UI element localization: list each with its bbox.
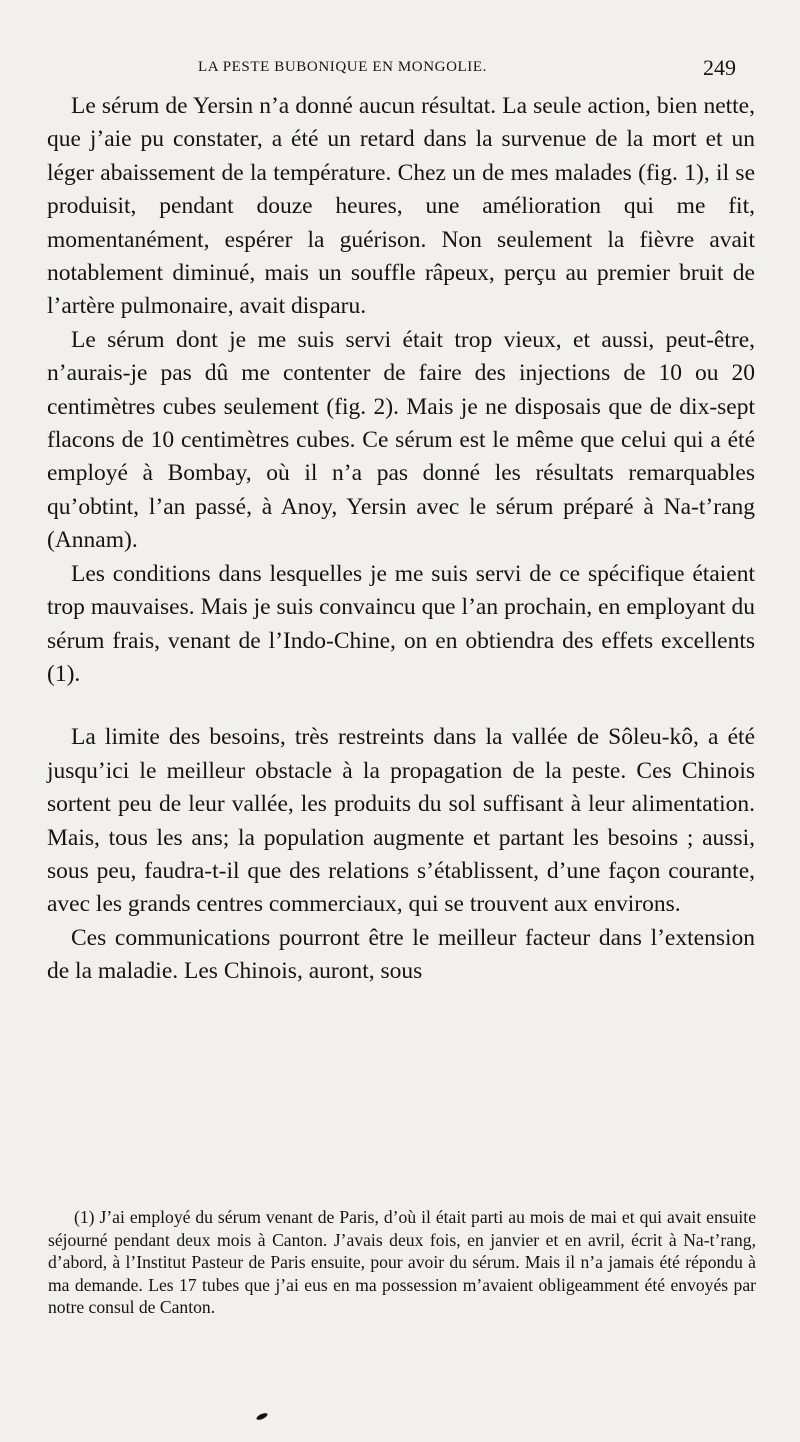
- page-header: [0, 55, 800, 85]
- body-text: [47, 90, 755, 989]
- paragraph: Le sérum dont je me suis servi était trop vieux, et aussi, peut-être, n’aurais-je pas dû me contenter de faire des injections de 10 ou 20 centimètres cubes seulement (fig. 2). Mais je ne disposais que de dix-sept flacons de 10 centimètres cubes. Ce sérum est le même que celui qui a été employé à Bombay, où il n’a pas donné les résultats remarquables qu’obtint, l’an passé, à Anoy, Yersin avec le sérum préparé à Na-t’rang (Annam).: [47, 326, 755, 554]
- paragraph: La limite des besoins, très restreints dans la vallée de Sôleu-kô, a été jusqu’ici le meilleur obstacle à la propagation de la peste. Ces Chinois sortent peu de leur vallée, les produits du sol suffisant à leur alimentation. Mais, tous les ans; la population augmente et partant les besoins ; aussi, sous peu, faudra-t-il que des relations s’établissent, d’une façon courante, avec les grands centres commerciaux, qui se trouvent aux environs.: [47, 724, 755, 918]
- paragraph: Les conditions dans lesquelles je me suis servi de ce spécifique étaient trop mauvaises. Mais je suis convaincu que l’an prochain, en employant du sérum frais, venant de l’Indo-Chine, on en obtiendra des effets excellents (1).: [47, 560, 755, 687]
- running-title: LA PESTE BUBONIQUE EN MONGOLIE.: [198, 59, 488, 75]
- page-number: 249: [703, 55, 736, 80]
- ink-smudge: [256, 1412, 269, 1422]
- paragraph: Le sérum de Yersin n’a donné aucun résultat. La seule action, bien nette, que j’aie pu constater, a été un retard dans la survenue de la mort et un léger abaissement de la température. Chez un de mes malades (fig. 1), il se produisit, pendant douze heures, une amélioration qui me fit, momentanément, espérer la guérison. Non seulement la fièvre avait notablement diminué, mais un souffle râpeux, perçu au premier bruit de l’artère pulmonaire, avait disparu.: [47, 93, 755, 320]
- footnote: (1) J’ai employé du sérum venant de Paris, d’où il était parti au mois de mai et qui avait ensuite séjourné pendant deux mois à Canton. J’avais deux fois, en janvier et en avril, écrit à Na-t’rang, d’abord, à l’Institut Pasteur de Paris ensuite, pour avoir du sérum. Mais il n’a jamais été répondu à ma demande. Les 17 tubes que j’ai eus en ma possession m’avaient obligeamment été envoyés par notre consul de Canton.: [48, 1207, 756, 1318]
- paragraph: Ces communications pourront être le meilleur facteur dans l’extension de la maladie. Les Chinois, auront, sous: [47, 924, 755, 985]
- footnotes: [48, 1206, 756, 1319]
